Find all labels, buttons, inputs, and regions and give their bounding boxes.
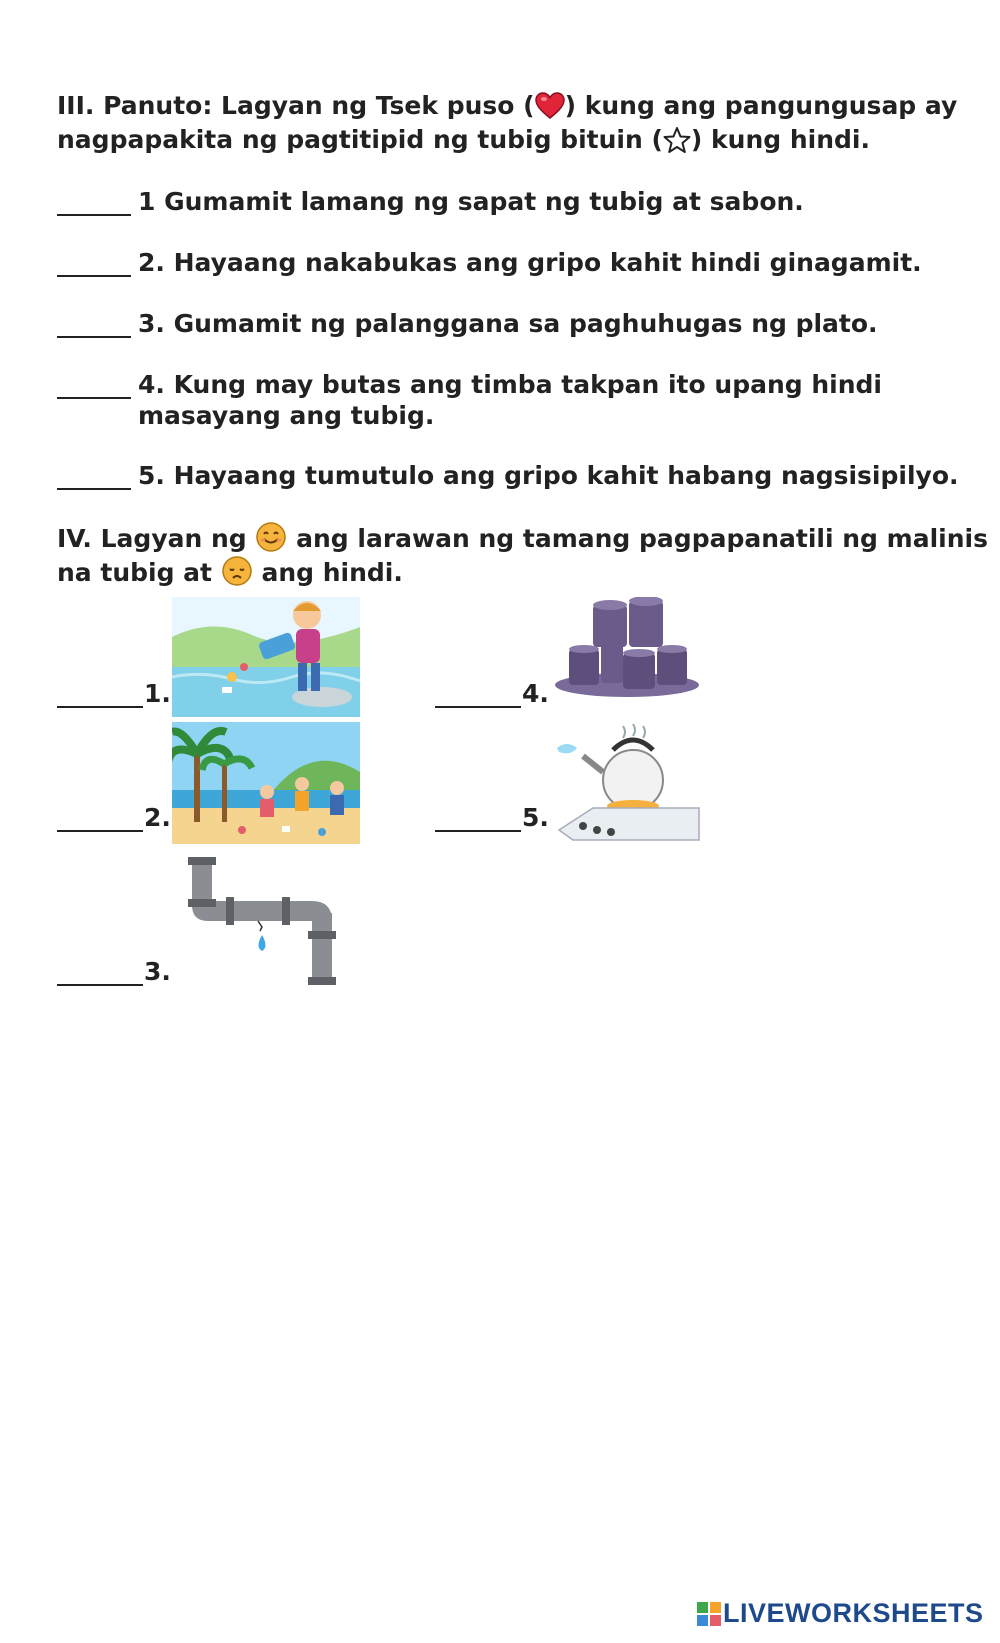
answer-blank-3-3[interactable] — [57, 312, 131, 338]
section4-instruction-line2: na tubig at ang hindi. — [57, 555, 403, 596]
picture-children-cleaning-beach — [172, 722, 360, 844]
answer-blank-4-2[interactable] — [57, 806, 143, 832]
star-icon — [663, 126, 691, 163]
item-3-4-text-cont: masayang ang tubig. — [138, 401, 435, 430]
section3-instruction-line2: nagpapakita ng pagtitipid ng tubig bituin ( ) kung hindi. — [57, 122, 870, 163]
item-3-2-text: 2. Hayaang nakabukas ang gripo kahit hindi ginagamit. — [138, 248, 922, 277]
liveworksheets-logo: LIVEWORKSHEETS — [697, 1598, 984, 1633]
liveworksheets-logo-icon — [697, 1602, 721, 1633]
item-3-4-text: 4. Kung may butas ang timba takpan ito upang hindi — [138, 370, 882, 399]
picture-boy-dumping-trash — [172, 597, 360, 717]
picture-number-2: 2. — [144, 803, 171, 832]
answer-blank-4-5[interactable] — [435, 806, 521, 832]
section3-instruction-line1: III. Panuto: Lagyan ng Tsek puso ( ) kung ang pangungusap ay — [57, 88, 957, 129]
picture-number-5: 5. — [522, 803, 549, 832]
answer-blank-3-1[interactable] — [57, 190, 131, 216]
answer-blank-3-2[interactable] — [57, 251, 131, 277]
answer-blank-4-1[interactable] — [57, 682, 143, 708]
picture-number-3: 3. — [144, 957, 171, 986]
picture-stacked-barrels — [553, 597, 701, 701]
item-3-5-text: 5. Hayaang tumutulo ang gripo kahit habang nagsisipilyo. — [138, 461, 959, 490]
answer-blank-4-3[interactable] — [57, 960, 143, 986]
answer-blank-3-5[interactable] — [57, 464, 131, 490]
answer-blank-4-4[interactable] — [435, 682, 521, 708]
picture-number-1: 1. — [144, 679, 171, 708]
picture-kettle-on-stove — [553, 722, 701, 844]
picture-number-4: 4. — [522, 679, 549, 708]
picture-leaking-pipe — [182, 857, 342, 987]
section4-instruction-line1: IV. Lagyan ng ang larawan ng tamang pagpapanatili ng malinis — [57, 521, 988, 562]
answer-blank-3-4[interactable] — [57, 373, 131, 399]
item-3-1-text: 1 Gumamit lamang ng sapat ng tubig at sabon. — [138, 187, 804, 216]
item-3-3-text: 3. Gumamit ng palanggana sa paghuhugas ng plato. — [138, 309, 878, 338]
smiley-sad-icon — [221, 555, 253, 596]
